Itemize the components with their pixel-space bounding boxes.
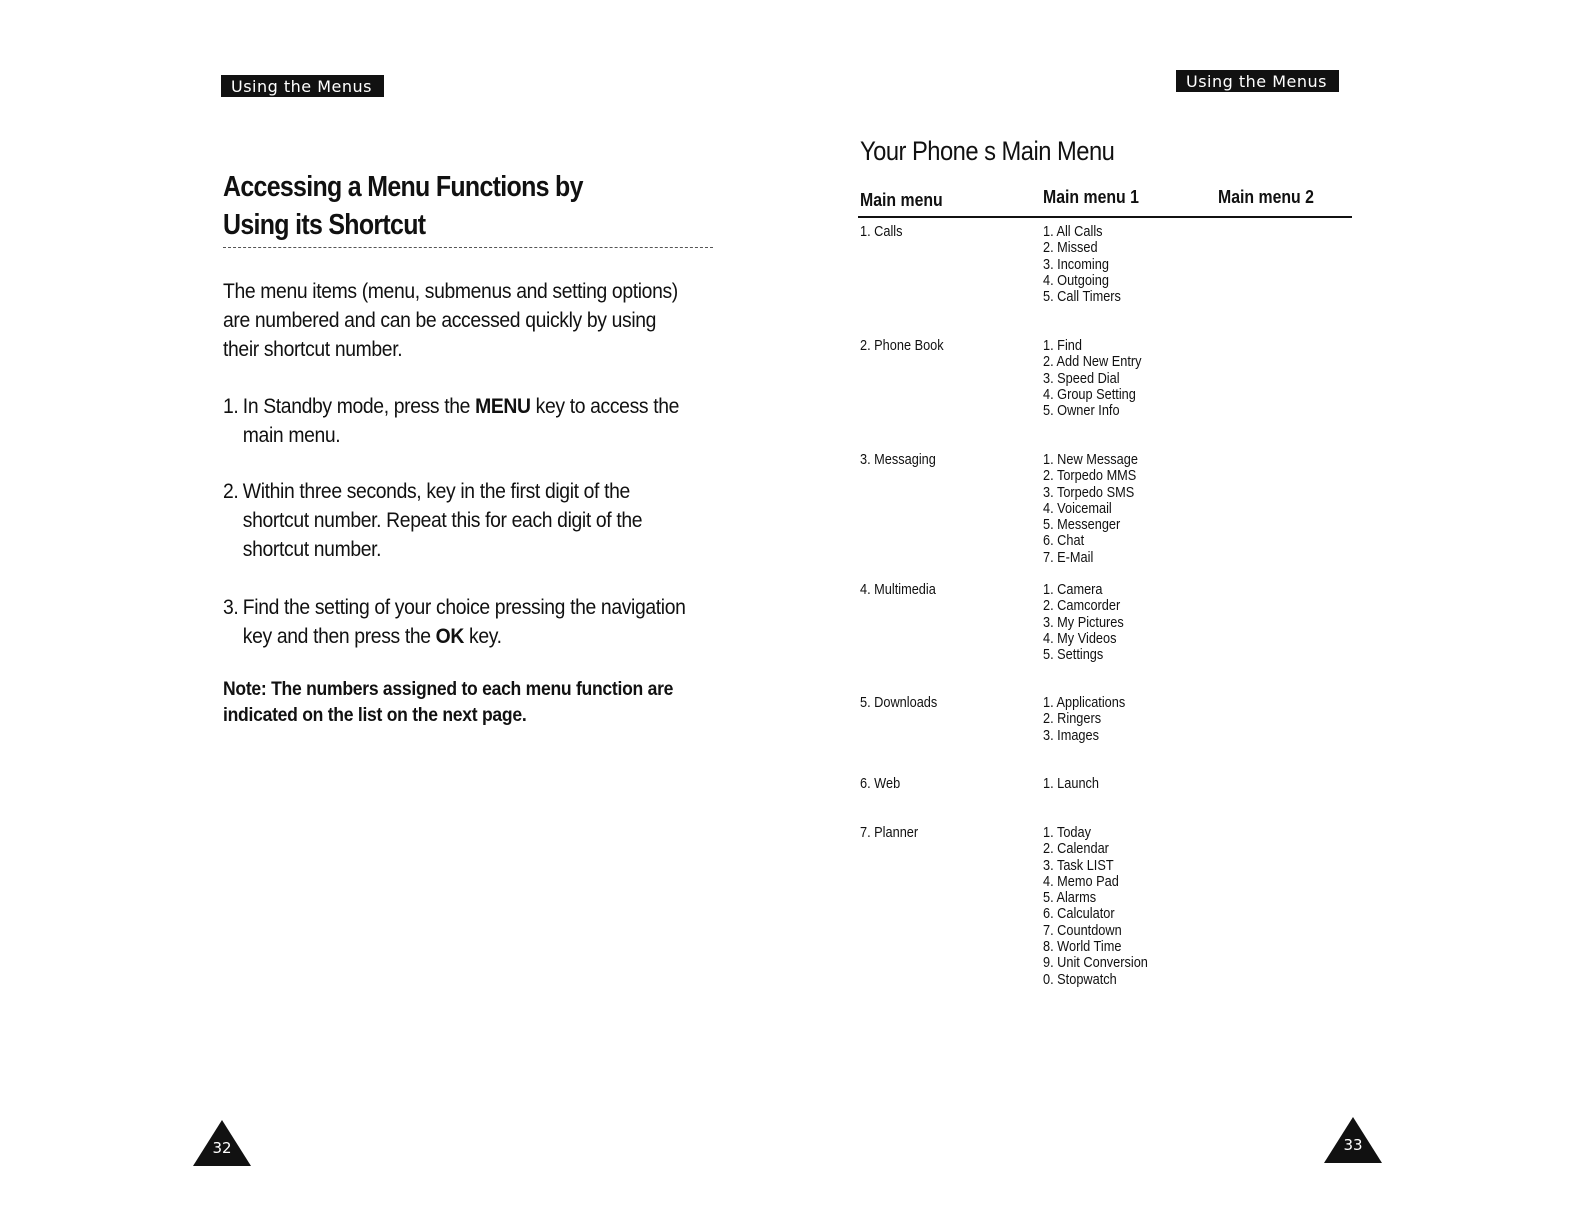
submenu-list [1043, 338, 1142, 419]
submenu-item: 1. Today [1043, 824, 1091, 841]
submenu-list [1043, 695, 1125, 744]
submenu-item: 0. Stopwatch [1043, 970, 1117, 988]
step-text: shortcut number. [242, 537, 382, 561]
main-menu-item: 1. Calls [860, 223, 903, 240]
column-header-main-menu: Main menu [860, 190, 943, 210]
submenu-item: 5. Alarms [1043, 889, 1097, 907]
submenu-item: 2. Add New Entry [1043, 353, 1142, 371]
submenu-item: 1. Launch [1043, 775, 1100, 792]
submenu-item: 9. Unit Conversion [1043, 954, 1148, 972]
submenu-item: 1. Camera [1043, 581, 1103, 598]
submenu-item: 3. Images [1043, 726, 1099, 744]
page-number: 33 [1343, 1136, 1363, 1154]
step-text: Within three seconds, key in the first digit of the [242, 479, 630, 503]
submenu-item: 4. Voicemail [1043, 499, 1112, 517]
submenu-item: 2. Missed [1043, 239, 1098, 257]
step-1 [223, 392, 709, 450]
submenu-item: 3. My Pictures [1043, 613, 1124, 631]
submenu-item: 1. Find [1043, 337, 1082, 354]
submenu-item: 3. Task LIST [1043, 856, 1114, 874]
submenu-item: 5. Call Timers [1043, 288, 1121, 306]
submenu-item: 2. Ringers [1043, 710, 1102, 728]
page-heading: Accessing a Menu Functions by Using its Shortcut [223, 171, 583, 241]
submenu-item: 4. Memo Pad [1043, 872, 1119, 890]
submenu-item: 6. Calculator [1043, 905, 1115, 923]
submenu-list [1043, 452, 1138, 566]
step-number: 1. [223, 394, 239, 418]
step-number: 3. [223, 595, 239, 619]
submenu-list [1043, 224, 1121, 305]
column-header-main-menu-1: Main menu 1 [1043, 187, 1139, 207]
submenu-item: 4. Outgoing [1043, 271, 1109, 289]
step-text: key to access the [530, 394, 680, 418]
note-text: The numbers assigned to each menu function are indicated on the list on the next page. [223, 678, 674, 726]
main-menu-item: 3. Messaging [860, 451, 936, 468]
submenu-item: 1. Applications [1043, 694, 1126, 711]
submenu-item: 7. E-Mail [1043, 548, 1094, 566]
submenu-item: 4. Group Setting [1043, 385, 1136, 403]
step-number: 2. [223, 479, 239, 503]
main-menu-item: 5. Downloads [860, 694, 938, 711]
step-text: Find the setting of your choice pressing the navigation [242, 595, 686, 619]
section-tab-left: Using the Menus [221, 75, 384, 97]
note-label: Note: [223, 678, 267, 700]
page-number-marker-right [1324, 1117, 1382, 1163]
main-menu-item: 2. Phone Book [860, 337, 944, 354]
step-text: main menu. [242, 423, 341, 447]
submenu-item: 8. World Time [1043, 938, 1122, 956]
note [223, 676, 727, 728]
submenu-item: 7. Countdown [1043, 921, 1122, 939]
submenu-item: 2. Torpedo MMS [1043, 467, 1137, 485]
step-text: In Standby mode, press the [242, 394, 476, 418]
submenu-item: 2. Calendar [1043, 840, 1109, 858]
submenu-list [1043, 582, 1124, 663]
submenu-item: 5. Owner Info [1043, 402, 1120, 420]
step-text-line [223, 622, 709, 651]
column-header-main-menu-2: Main menu 2 [1218, 187, 1314, 207]
submenu-item: 1. New Message [1043, 451, 1138, 468]
menu-key-label: MENU [475, 394, 531, 418]
submenu-item: 6. Chat [1043, 532, 1085, 550]
section-tab-right: Using the Menus [1176, 70, 1339, 92]
step-text: shortcut number. Repeat this for each digit of the [242, 508, 643, 532]
submenu-item: 1. All Calls [1043, 223, 1103, 240]
main-menu-item: 7. Planner [860, 824, 919, 841]
main-menu-item: 4. Multimedia [860, 581, 936, 598]
submenu-item: 2. Camcorder [1043, 597, 1121, 615]
main-menu-item: 6. Web [860, 775, 901, 792]
submenu-item: 5. Settings [1043, 646, 1104, 664]
submenu-list [1043, 825, 1148, 988]
ok-key-label: OK [435, 624, 464, 648]
menu-table-title: Your Phone s Main Menu [860, 136, 1115, 166]
submenu-item: 4. My Videos [1043, 629, 1117, 647]
table-header-rule [858, 216, 1352, 218]
page-number: 32 [212, 1139, 232, 1157]
step-2 [223, 477, 709, 564]
submenu-item: 3. Speed Dial [1043, 369, 1120, 387]
step-text: key. [463, 624, 502, 648]
submenu-list [1043, 776, 1099, 792]
intro-paragraph: The menu items (menu, submenus and setting options) are numbered and can be accessed quickly by using their shortcut number. [223, 279, 678, 361]
submenu-item: 3. Incoming [1043, 255, 1109, 273]
heading-divider [223, 247, 713, 248]
submenu-item: 3. Torpedo SMS [1043, 483, 1135, 501]
page-number-marker-left [193, 1120, 251, 1166]
step-3 [223, 593, 709, 651]
step-text: key and then press the [242, 624, 436, 648]
submenu-item: 5. Messenger [1043, 516, 1121, 534]
